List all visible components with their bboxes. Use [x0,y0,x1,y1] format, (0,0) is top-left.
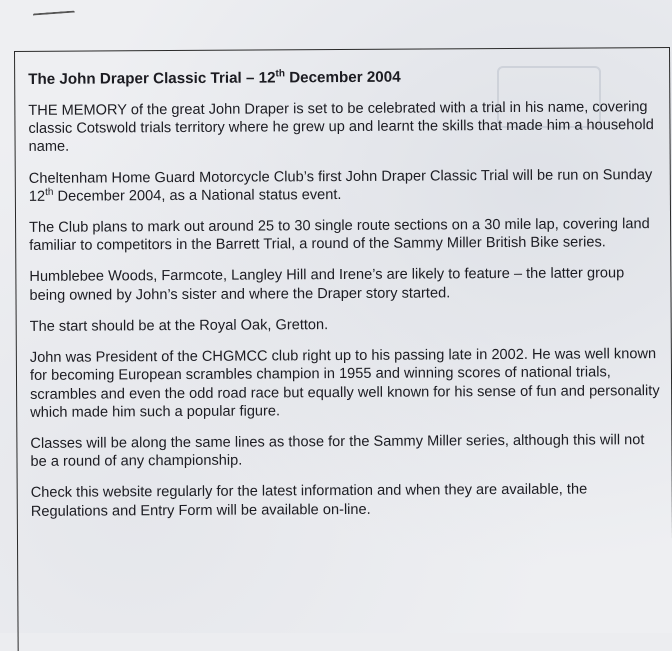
document-title [28,66,660,88]
title-superscript: th [275,68,285,80]
document-frame [14,47,672,651]
paragraph-locations: Humblebee Woods, Farmcote, Langley Hill and Irene’s are likely to feature – the latter group being owned by John’s sister and where the Draper story started. [29,265,625,304]
document-content [28,66,663,534]
paragraph-memory: THE MEMORY of the great John Draper is set to be celebrated with a trial in his name, covering classic Cotswold trials territory where he grew up and learnt the skills that made him a household name. [28,99,654,156]
paragraph-route-sections: The Club plans to mark out around 25 to 30 single route sections on a 30 mile lap, covering land familiar to competitors in the Barrett Trial, a round of the Sammy Miller British Bike series. [29,216,650,255]
paragraph-text: Cheltenham Home Guard Motorcycle Club’s first John Draper Classic Trial will be run on Sunday 12 [28,166,653,205]
paragraph-john-biography: John was President of the CHGMCC club right up to his passing late in 2002. He was well known for becoming European scrambles champion in 1955 and winning scores of national trials, scrambles and even the odd road race but equally well known for his sense of fun and personality which made him such a popular figure. [29,346,660,421]
paragraph-classes: Classes will be along the same lines as those for the Sammy Miller series, although this will not be a round of any championship. [30,432,645,471]
paragraph-club-first-trial [29,166,661,206]
title-text-end: December 2004 [284,68,401,87]
paragraph-text-end: December 2004, as a National status event. [53,186,342,205]
title-text: The John Draper Classic Trial – 12 [28,69,276,88]
paragraph-superscript: th [45,186,54,198]
paragraph-start-location: The start should be at the Royal Oak, Gretton. [29,316,329,335]
paragraph-check-website: Check this website regularly for the latest information and when they are available, the Regulations and Entry Form will be available on-line. [30,481,588,520]
